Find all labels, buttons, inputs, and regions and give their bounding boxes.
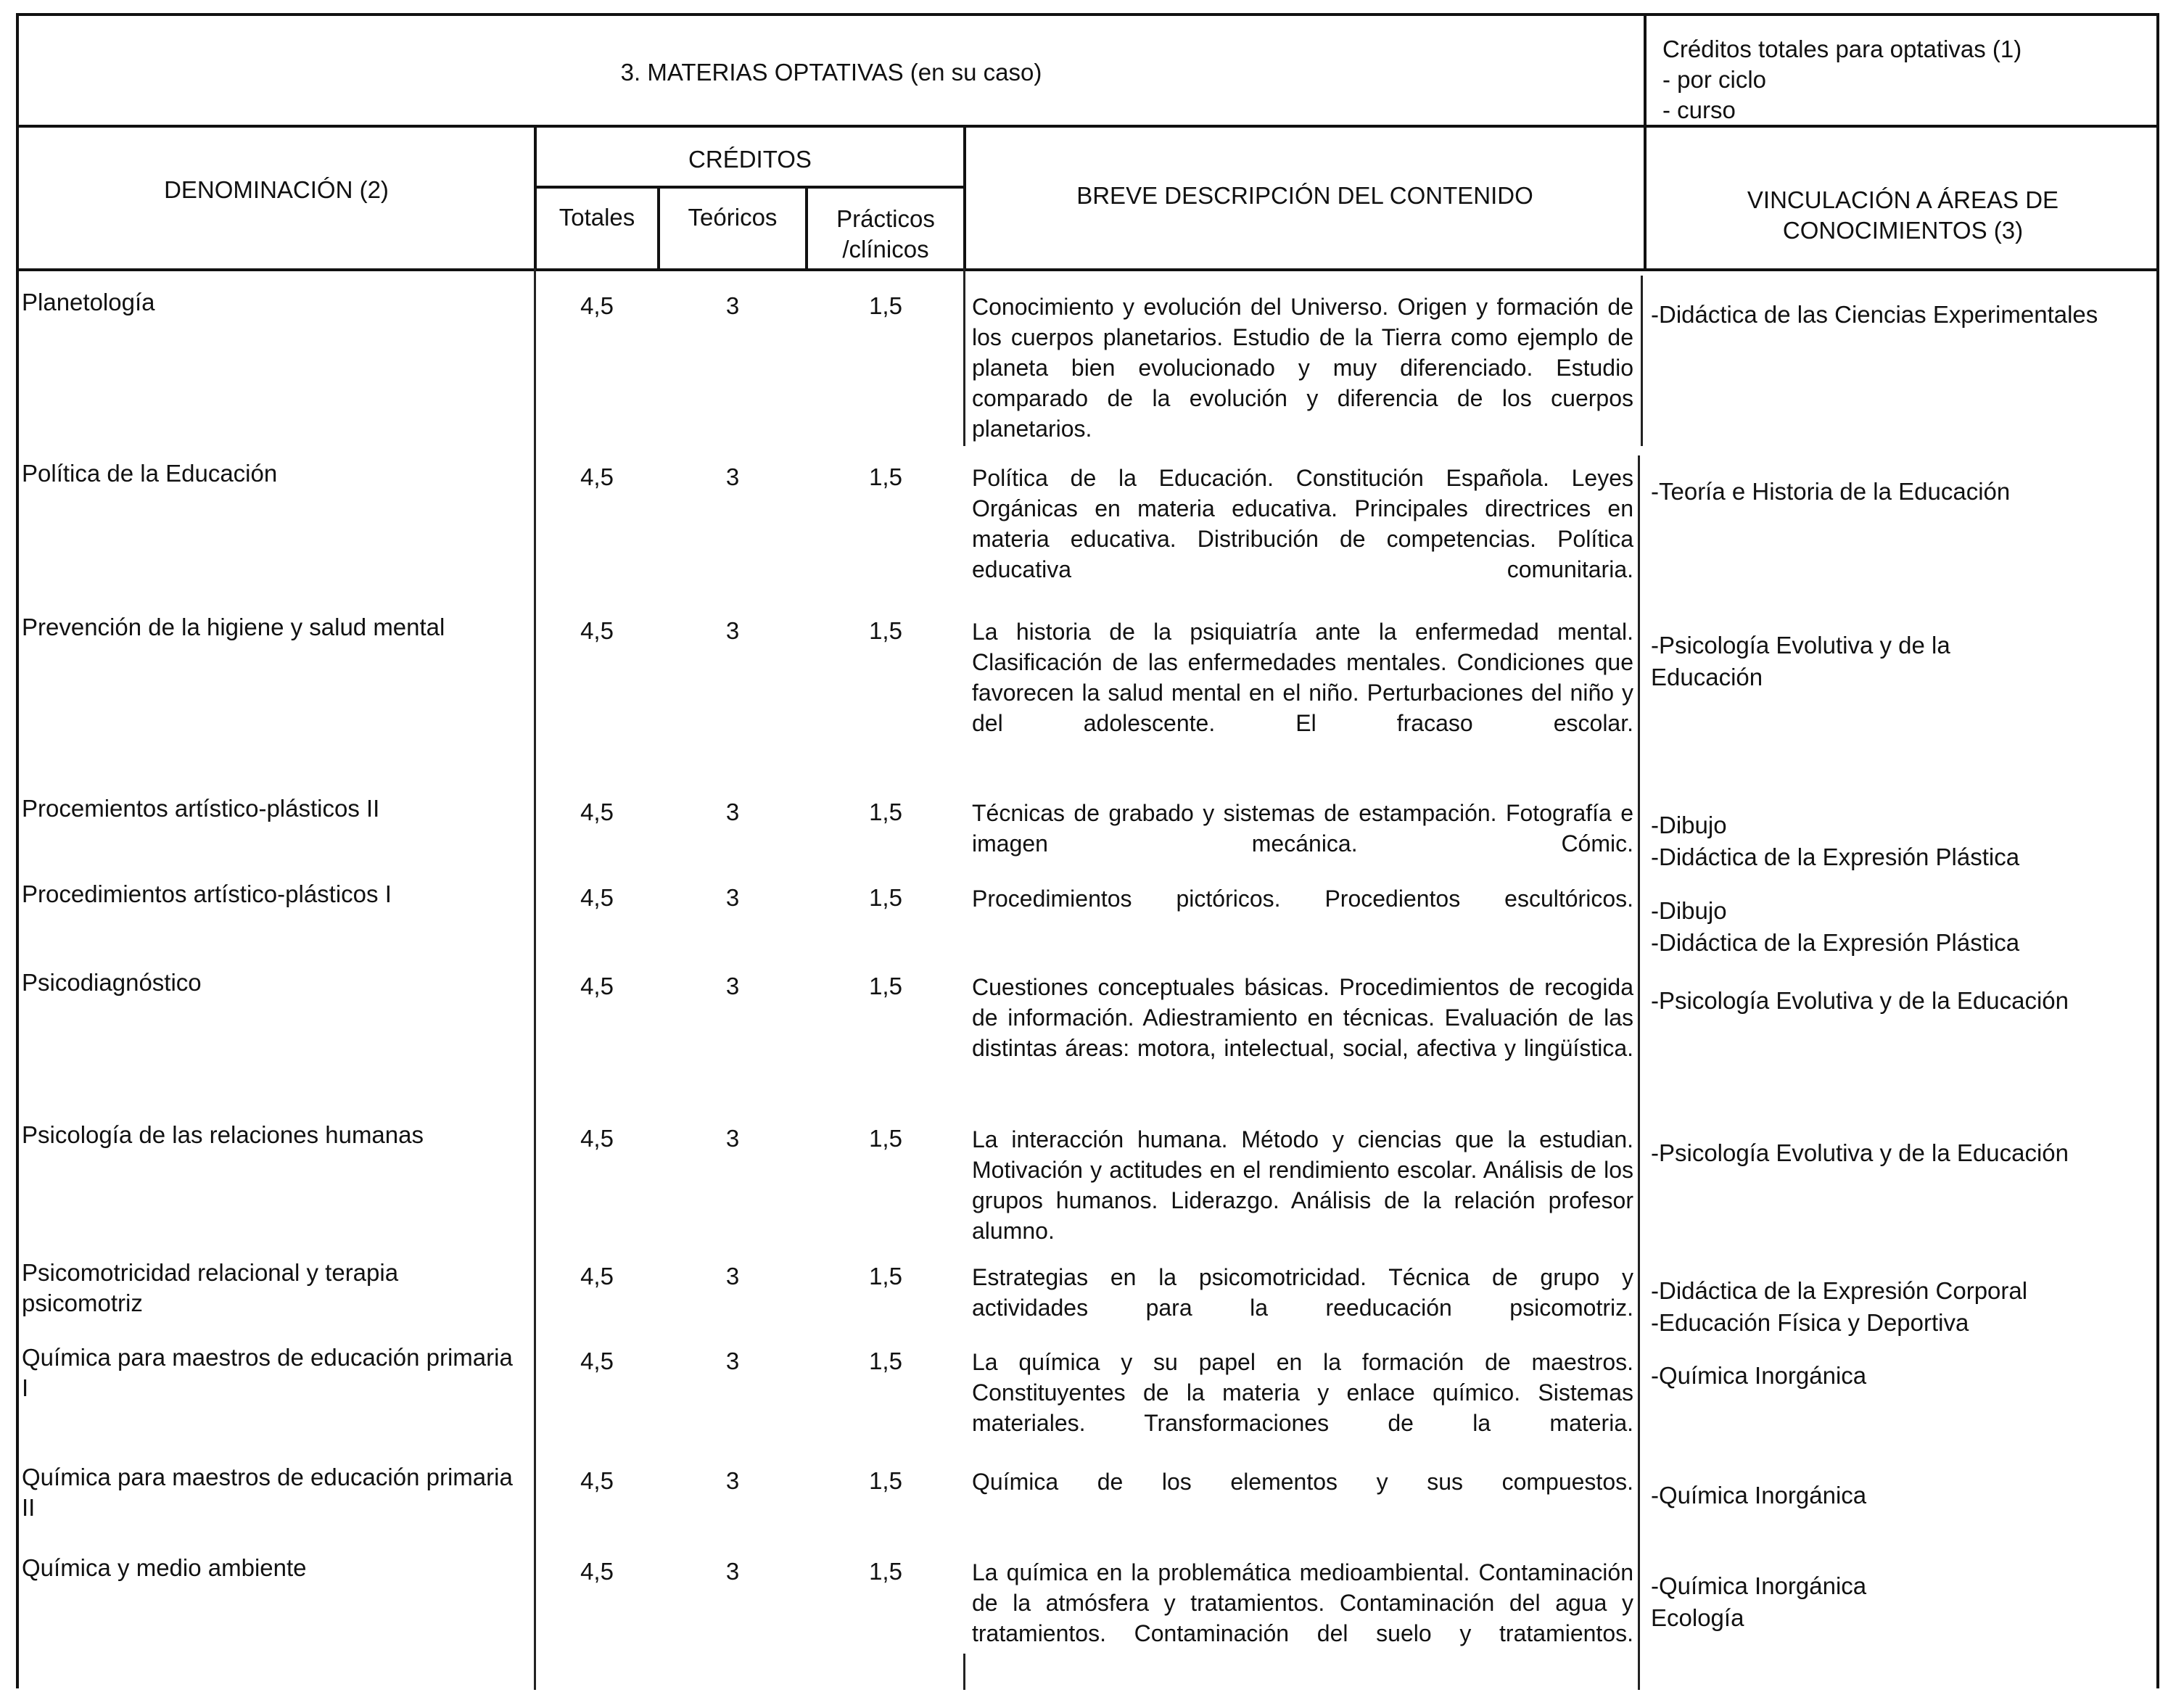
section-title: 3. MATERIAS OPTATIVAS (en su caso) xyxy=(620,59,1042,86)
credits-note-line-2: - por ciclo xyxy=(1662,66,1767,93)
row-0-denominacion: Planetología xyxy=(22,289,155,315)
row-0-practicos: 1,5 xyxy=(869,292,902,319)
row-2-practicos: 1,5 xyxy=(869,617,902,644)
row-8-practicos: 1,5 xyxy=(869,1348,902,1374)
col-header-creditos: CRÉDITOS xyxy=(688,146,812,173)
row-1-areas: -Teoría e Historia de la Educación xyxy=(1651,478,2011,505)
row-3-practicos: 1,5 xyxy=(869,799,902,825)
row-9-teoricos: 3 xyxy=(725,1467,740,1494)
row-9-descripcion: Química de los elementos y sus compuestos. xyxy=(972,1469,1633,1495)
row-10-denominacion: Química y medio ambiente xyxy=(22,1554,307,1581)
row-6-descripcion: La interacción humana. Método y ciencias que la estudian. Motivación y actitudes en el rendimiento escolar. Análisis de los grupos humanos. Liderazgo. Análisis de la relación profesor alumno. xyxy=(972,1126,1633,1244)
row-10-descripcion: La química en la problemática medioambiental. Contaminación de la atmósfera y tratamientos. Contaminación del agua y tratamientos. Contaminación del suelo y tratamientos. xyxy=(972,1559,1633,1646)
row-4-practicos: 1,5 xyxy=(869,884,902,911)
row-10-practicos: 1,5 xyxy=(869,1558,902,1585)
row-7-denominacion: Psicomotricidad relacional y terapia psicomotriz xyxy=(22,1259,399,1316)
row-5-practicos: 1,5 xyxy=(869,973,902,999)
row-7-totales: 4,5 xyxy=(580,1263,614,1290)
row-6-areas: -Psicología Evolutiva y de la Educación xyxy=(1651,1139,2069,1166)
row-6-teoricos: 3 xyxy=(725,1125,740,1152)
row-2-teoricos: 3 xyxy=(725,617,740,644)
row-2-denominacion: Prevención de la higiene y salud mental xyxy=(22,614,445,640)
row-4-denominacion: Procedimientos artístico-plásticos I xyxy=(22,880,392,907)
col-header-practicos-1: Prácticos xyxy=(836,205,935,232)
row-7-teoricos: 3 xyxy=(725,1263,740,1290)
row-3-denominacion: Procemientos artístico-plásticos II xyxy=(22,795,380,822)
row-8-totales: 4,5 xyxy=(580,1348,614,1374)
row-4-areas: -Dibujo -Didáctica de la Expresión Plástica xyxy=(1651,897,2020,956)
row-0-areas: -Didáctica de las Ciencias Experimentales xyxy=(1651,301,2098,328)
row-1-totales: 4,5 xyxy=(580,463,614,490)
credits-note-line-3: - curso xyxy=(1662,96,1736,123)
row-10-teoricos: 3 xyxy=(725,1558,740,1585)
row-5-denominacion: Psicodiagnóstico xyxy=(22,969,202,996)
col-header-teoricos: Teóricos xyxy=(688,204,778,231)
row-5-areas: -Psicología Evolutiva y de la Educación xyxy=(1651,987,2069,1014)
row-1-practicos: 1,5 xyxy=(869,463,902,490)
row-8-denominacion: Química para maestros de educación primaria I xyxy=(22,1344,513,1401)
row-7-areas: -Didáctica de la Expresión Corporal -Educación Física y Deportiva xyxy=(1651,1277,2028,1336)
row-10-areas: -Química Inorgánica Ecología xyxy=(1651,1572,1867,1631)
row-2-areas: -Psicología Evolutiva y de la Educación xyxy=(1651,632,1950,690)
row-3-areas: -Dibujo -Didáctica de la Expresión Plástica xyxy=(1651,812,2020,870)
row-5-teoricos: 3 xyxy=(725,973,740,999)
body-divider-3b xyxy=(1638,455,1640,1690)
body-divider-2a xyxy=(963,268,965,446)
col-header-descripcion: BREVE DESCRIPCIÓN DEL CONTENIDO xyxy=(1076,182,1533,209)
row-6-denominacion: Psicología de las relaciones humanas xyxy=(22,1121,424,1148)
row-10-totales: 4,5 xyxy=(580,1558,614,1585)
body-divider-2b xyxy=(963,1654,965,1690)
creditos-subheader-rule xyxy=(534,186,965,189)
body-divider-1 xyxy=(534,268,536,1690)
row-7-descripcion: Estrategias en la psicomotricidad. Técnica de grupo y actividades para la reeducación psicomotriz. xyxy=(972,1264,1633,1321)
row-3-totales: 4,5 xyxy=(580,799,614,825)
col-header-totales: Totales xyxy=(559,204,635,231)
col-header-vinculacion-1: VINCULACIÓN A ÁREAS DE xyxy=(1747,186,2059,213)
row-6-totales: 4,5 xyxy=(580,1125,614,1152)
row-0-totales: 4,5 xyxy=(580,292,614,319)
row-9-totales: 4,5 xyxy=(580,1467,614,1494)
row-4-descripcion: Procedimientos pictóricos. Procedientos escultóricos. xyxy=(972,886,1633,912)
row-5-totales: 4,5 xyxy=(580,973,614,999)
row-3-teoricos: 3 xyxy=(725,799,740,825)
row-4-teoricos: 3 xyxy=(725,884,740,911)
row-1-teoricos: 3 xyxy=(725,463,740,490)
col-header-denominacion: DENOMINACIÓN (2) xyxy=(164,176,389,203)
row-4-totales: 4,5 xyxy=(580,884,614,911)
row-0-teoricos: 3 xyxy=(725,292,740,319)
col-header-vinculacion-2: CONOCIMIENTOS (3) xyxy=(1782,217,2024,244)
row-8-areas: -Química Inorgánica xyxy=(1651,1362,1867,1389)
row-9-denominacion: Química para maestros de educación primaria II xyxy=(22,1464,513,1521)
row-0-descripcion: Conocimiento y evolución del Universo. Origen y formación de los cuerpos planetarios. Estudio de la Tierra como ejemplo de planeta bien evolucionado y muy diferenciado. Estudio comparado de la evolución y diferencia de los cuerpos planetarios. xyxy=(972,294,1633,442)
row-9-practicos: 1,5 xyxy=(869,1467,902,1494)
row-8-teoricos: 3 xyxy=(725,1348,740,1374)
column-header-bottom-rule xyxy=(16,268,2159,271)
row-9-areas: -Química Inorgánica xyxy=(1651,1482,1867,1509)
credits-note-line-1: Créditos totales para optativas (1) xyxy=(1662,36,2022,62)
row-2-descripcion: La historia de la psiquiatría ante la enfermedad mental. Clasificación de las enfermedades mentales. Condiciones que favorecen la salud mental en el niño. Perturbaciones del niño y del adolescente. El fracaso escolar. xyxy=(972,619,1633,736)
header-bottom-rule xyxy=(16,125,2159,128)
row-1-descripcion: Política de la Educación. Constitución Española. Leyes Orgánicas en materia educativa. Principales directrices en materia educativa. Distribución de competencias. Política educativa comunitaria. xyxy=(972,465,1633,582)
row-6-practicos: 1,5 xyxy=(869,1125,902,1152)
body-divider-3a xyxy=(1641,276,1643,446)
row-7-practicos: 1,5 xyxy=(869,1263,902,1290)
row-2-totales: 4,5 xyxy=(580,617,614,644)
col-header-practicos-2: /clínicos xyxy=(842,236,929,263)
row-8-descripcion: La química y su papel en la formación de maestros. Constituyentes de la materia y enlace químico. Sistemas materiales. Transformaciones de la materia. xyxy=(972,1349,1633,1436)
row-3-descripcion: Técnicas de grabado y sistemas de estampación. Fotografía e imagen mecánica. Cómic. xyxy=(972,800,1633,857)
header-divider xyxy=(1644,13,1647,125)
row-1-denominacion: Política de la Educación xyxy=(22,460,278,487)
row-5-descripcion: Cuestiones conceptuales básicas. Procedimientos de recogida de información. Adiestramiento en técnicas. Evaluación de las distintas áreas: motora, intelectual, social, afectiva y lingüística. xyxy=(972,974,1633,1061)
